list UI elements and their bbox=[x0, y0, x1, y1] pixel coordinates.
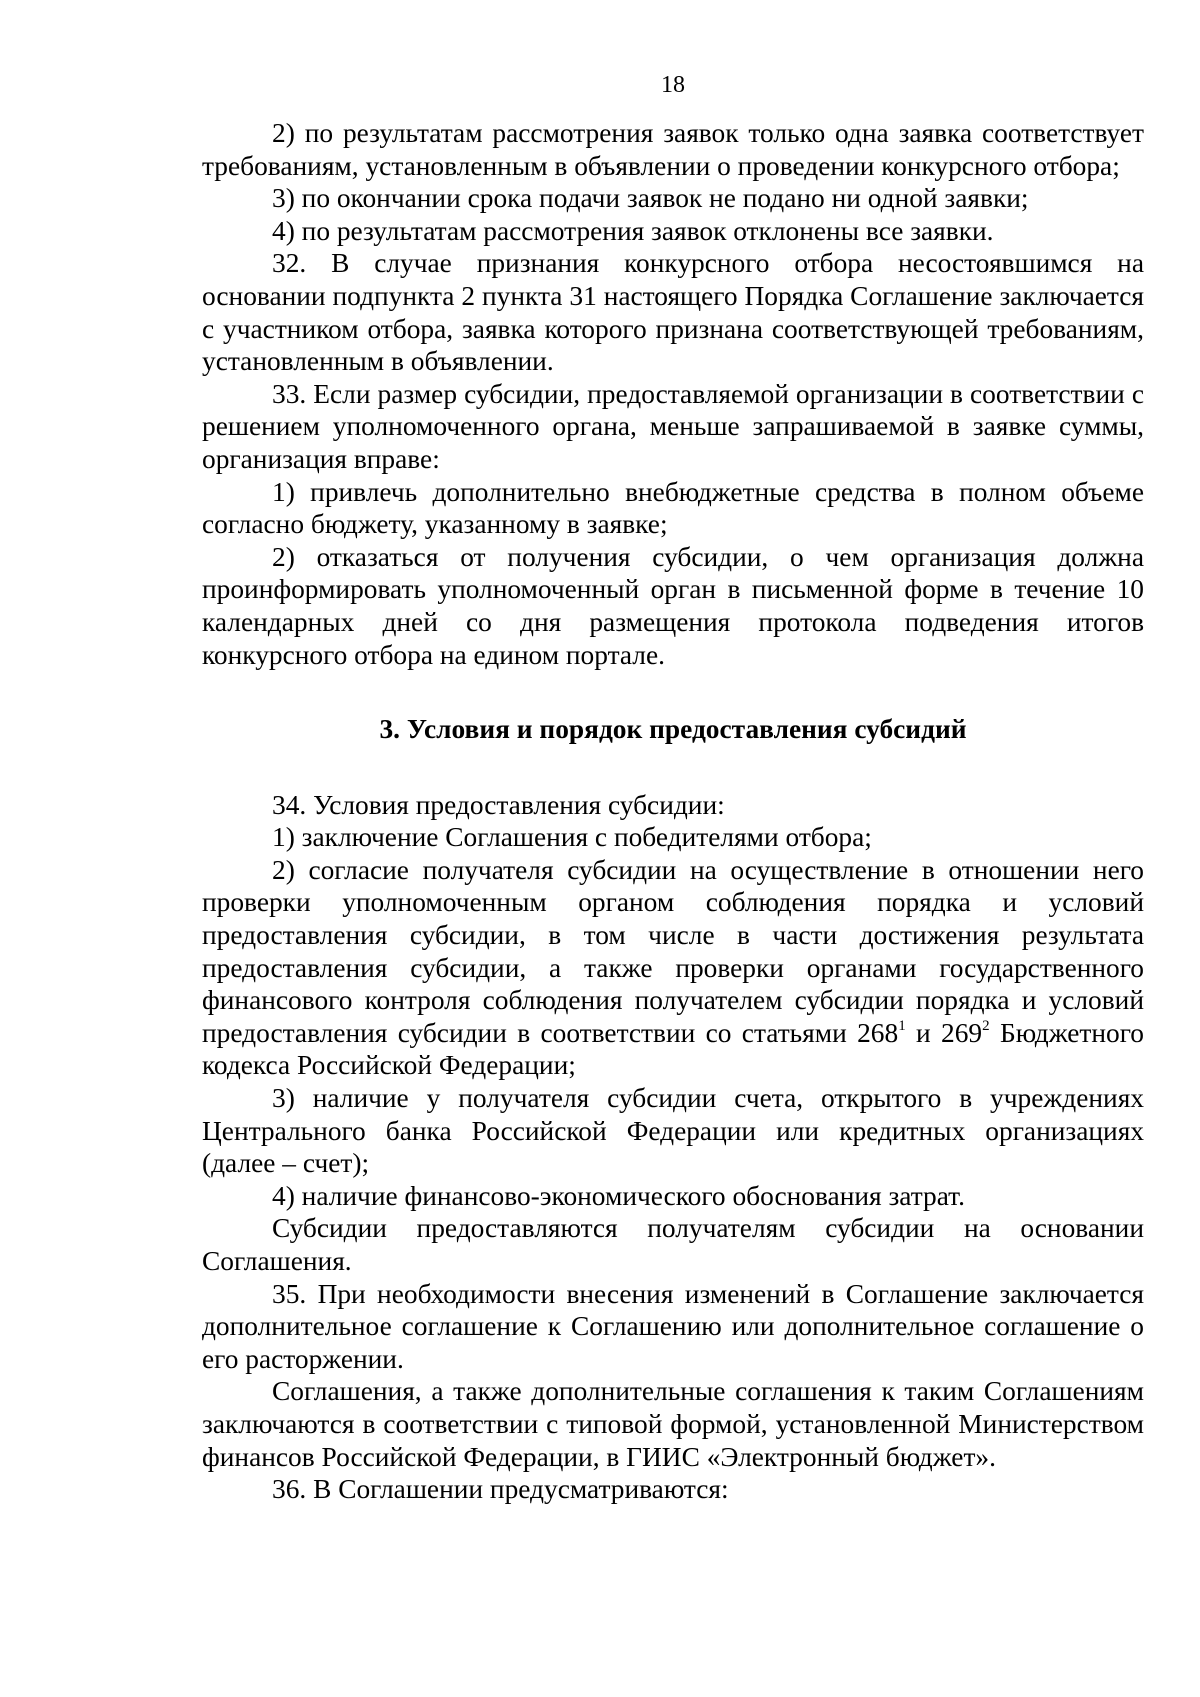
paragraph: Соглашения, а также дополнительные соглашения к таким Соглашениям заключаются в соответствии с типовой формой, установленной Министерством финансов Российской Федерации, в ГИИС «Электронный бюджет». bbox=[202, 1376, 1144, 1472]
paragraph: 4) по результатам рассмотрения заявок отклонены все заявки. bbox=[272, 215, 994, 246]
paragraph: 2) по результатам рассмотрения заявок только одна заявка соответствует требованиям, установленным в объявлении о проведении конкурсного отбора; bbox=[202, 118, 1144, 181]
paragraph: 36. В Соглашении предусматриваются: bbox=[272, 1474, 729, 1505]
paragraph-text: и 269 bbox=[905, 1017, 983, 1048]
paragraph: 3) по окончании срока подачи заявок не подано ни одной заявки; bbox=[272, 183, 1029, 214]
paragraph: 34. Условия предоставления субсидии: bbox=[272, 789, 725, 820]
paragraph: 33. Если размер субсидии, предоставляемой организации в соответствии с решением уполномоченного органа, меньше запрашиваемой в заявке суммы, организация вправе: bbox=[202, 378, 1144, 474]
page-number: 18 bbox=[661, 72, 685, 98]
paragraph: 2) отказаться от получения субсидии, о чем организация должна проинформировать уполномоченный орган в письменной форме в течение 10 календарных дней со дня размещения протокола подведения итогов конкурсного отбора на едином портале. bbox=[202, 541, 1144, 670]
paragraph: Субсидии предоставляются получателям субсидии на основании Соглашения. bbox=[202, 1213, 1144, 1276]
paragraph-text: 2) согласие получателя субсидии на осуществление в отношении него проверки уполномоченным органом соблюдения порядка и условий предоставления субсидии, в том числе в части достижения результата предоставления субсидии, а также проверки органами государственного финансового контроля соблюдения получателем субсидии порядка и условий предоставления субсидии в соответствии со статьями 268 bbox=[202, 854, 1144, 1048]
superscript: 2 bbox=[982, 1017, 990, 1034]
paragraph: 1) заключение Соглашения с победителями отбора; bbox=[272, 822, 872, 853]
paragraph-with-superscripts bbox=[202, 854, 1144, 1082]
paragraph-text: Бюджетного кодекса Российской Федерации; bbox=[202, 1017, 1144, 1081]
paragraph: 35. При необходимости внесения изменений в Соглашение заключается дополнительное соглашение к Соглашению или дополнительное соглашение о его расторжении. bbox=[202, 1278, 1144, 1374]
paragraph: 32. В случае признания конкурсного отбора несостоявшимся на основании подпункта 2 пункта 31 настоящего Порядка Соглашение заключается с участником отбора, заявка которого признана соответствующей требованиям, установленным в объявлении. bbox=[202, 248, 1144, 377]
superscript: 1 bbox=[898, 1017, 906, 1034]
document-body bbox=[202, 117, 1144, 1506]
paragraph: 1) привлечь дополнительно внебюджетные средства в полном объеме согласно бюджету, указанному в заявке; bbox=[202, 476, 1144, 540]
section-heading: 3. Условия и порядок предоставления субсидий bbox=[379, 714, 967, 745]
paragraph: 3) наличие у получателя субсидии счета, открытого в учреждениях Центрального банка Российской Федерации или кредитных организациях (далее – счет); bbox=[202, 1083, 1144, 1179]
paragraph: 4) наличие финансово-экономического обоснования затрат. bbox=[272, 1180, 965, 1211]
